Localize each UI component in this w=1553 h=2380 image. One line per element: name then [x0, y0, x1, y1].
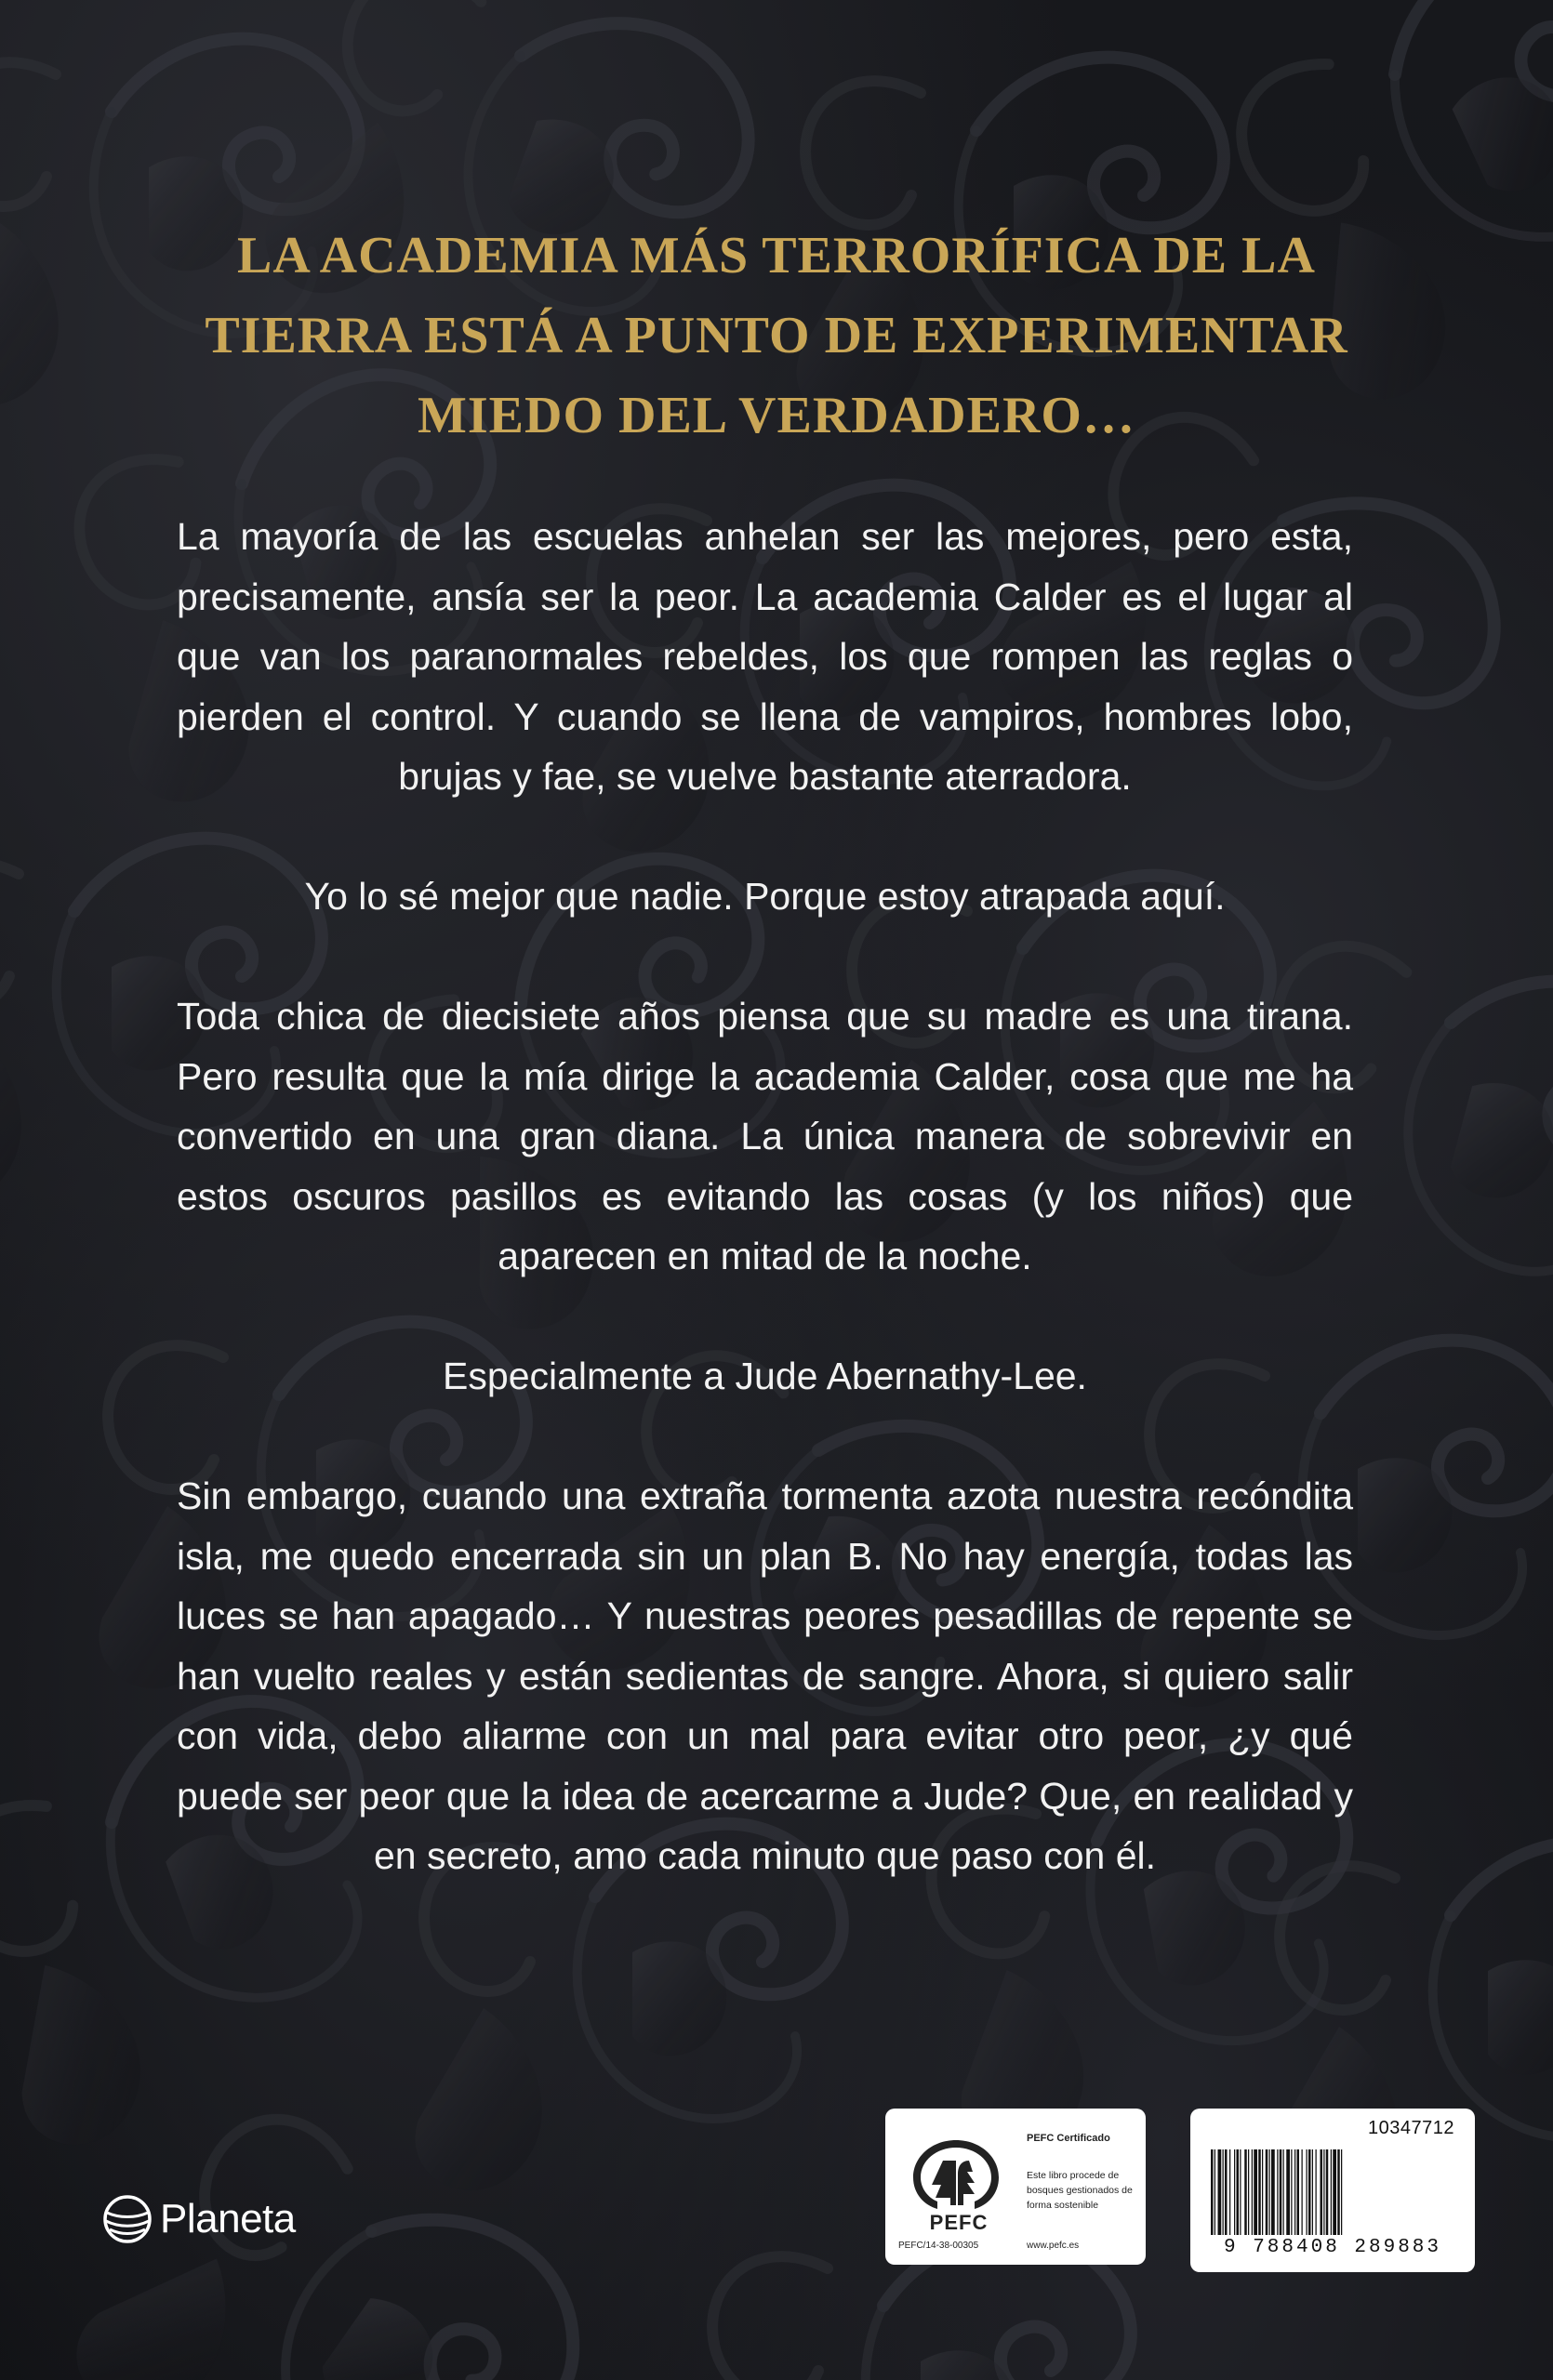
barcode-bar: [1297, 2149, 1300, 2235]
barcode-bar: [1280, 2149, 1282, 2235]
barcode-bar: [1234, 2149, 1235, 2235]
pefc-title: PEFC Certificado: [1027, 2133, 1110, 2144]
publisher-name: Planeta: [160, 2196, 296, 2241]
barcode-bars: [1211, 2149, 1454, 2235]
tagline-headline: [130, 216, 1423, 456]
synopsis: [177, 507, 1353, 1946]
barcode-bar: [1326, 2149, 1329, 2235]
synopsis-paragraph-4: Especialmente a Jude Abernathy-Lee.: [443, 1355, 1087, 1397]
pefc-tree-icon: [906, 2136, 1006, 2213]
barcode-bar: [1240, 2149, 1241, 2235]
barcode-bar: [1225, 2149, 1228, 2235]
tagline-line-2: TIERRA ESTÁ A PUNTO DE EXPERIMENTAR: [205, 307, 1348, 364]
barcode-bar: [1254, 2149, 1257, 2235]
barcode-bar: [1223, 2149, 1224, 2235]
barcode-bar: [1229, 2149, 1230, 2235]
isbn-barcode-label: [1190, 2109, 1475, 2272]
pefc-code: PEFC/14-38-00305: [898, 2241, 979, 2251]
tagline-line-3: MIEDO DEL VERDADERO…: [418, 387, 1135, 444]
pefc-wordmark: PEFC: [929, 2211, 989, 2234]
synopsis-paragraph-1: La mayoría de las escuelas anhelan ser las mejores, pero esta, precisamente, ansía ser la peor. La academia Calder es el lugar al que van los paranormales rebeldes, los que rompen las reglas o pierden el control. Y cuando se llena de vampiros, hombres lobo, brujas y fae, se vuelve bastante aterradora.: [177, 515, 1353, 798]
synopsis-paragraph-5: Sin embargo, cuando una extraña tormenta azota nuestra recóndita isla, me quedo encerrada sin un plan B. No hay energía, todas las luces se han apagado… Y nuestras peores pesadillas de repente se han vuelto reales y están sedientas de sangre. Ahora, si quiero salir con vida, debo aliarme con un mal para evitar otro peor, ¿y qué puede ser peor que la idea de acercarme a Jude? Que, en realidad y en secreto, amo cada minuto que paso con él.: [177, 1474, 1353, 1877]
barcode-bar: [1244, 2149, 1247, 2235]
barcode-bar: [1294, 2149, 1295, 2235]
barcode-bar: [1341, 2149, 1342, 2235]
tagline-line-1: LA ACADEMIA MÁS TERRORÍFICA DE LA: [237, 227, 1316, 284]
barcode-bar: [1248, 2149, 1249, 2235]
barcode-bar: [1323, 2149, 1324, 2235]
barcode-bar: [1266, 2149, 1268, 2235]
barcode-bar: [1331, 2149, 1332, 2235]
barcode-bar: [1291, 2149, 1292, 2235]
pefc-description: Este libro procede de bosques gestionados de forma sostenible: [1027, 2170, 1133, 2211]
synopsis-paragraph-2: Yo lo sé mejor que nadie. Porque estoy atrapada aquí.: [304, 875, 1226, 918]
barcode-bar: [1321, 2149, 1323, 2235]
publisher-logo: [102, 2194, 296, 2244]
barcode-bar: [1211, 2149, 1214, 2235]
barcode-bar: [1271, 2149, 1275, 2235]
barcode-bar: [1252, 2149, 1253, 2235]
barcode-bar: [1312, 2149, 1313, 2235]
barcode-bar: [1262, 2149, 1263, 2235]
barcode-bar: [1237, 2149, 1240, 2235]
barcode-bar: [1269, 2149, 1270, 2235]
isbn-digits: 9 788408 289883: [1223, 2237, 1442, 2258]
barcode-bar: [1337, 2149, 1340, 2235]
barcode-bar: [1308, 2149, 1311, 2235]
barcode-bar: [1302, 2149, 1303, 2235]
synopsis-paragraph-3: Toda chica de diecisiete años piensa que su madre es una tirana. Pero resulta que la mía dirige la academia Calder, cosa que me ha convertido en una gran diana. La única manera de sobrevivir en estos oscuros pasillos es evitando las cosas (y los niños) que aparecen en mitad de la noche.: [177, 995, 1353, 1277]
barcode-bar: [1258, 2149, 1261, 2235]
globe-logo-icon: [102, 2194, 153, 2244]
pefc-certification-label: [885, 2109, 1146, 2265]
pefc-url: www.pefc.es: [1027, 2241, 1080, 2251]
barcode-bar: [1286, 2149, 1290, 2235]
barcode-bar: [1277, 2149, 1278, 2235]
barcode-bar: [1218, 2149, 1222, 2235]
barcode-bar: [1283, 2149, 1284, 2235]
internal-code: 10347712: [1368, 2118, 1454, 2138]
barcode-bar: [1316, 2149, 1317, 2235]
barcode-bar: [1333, 2149, 1336, 2235]
